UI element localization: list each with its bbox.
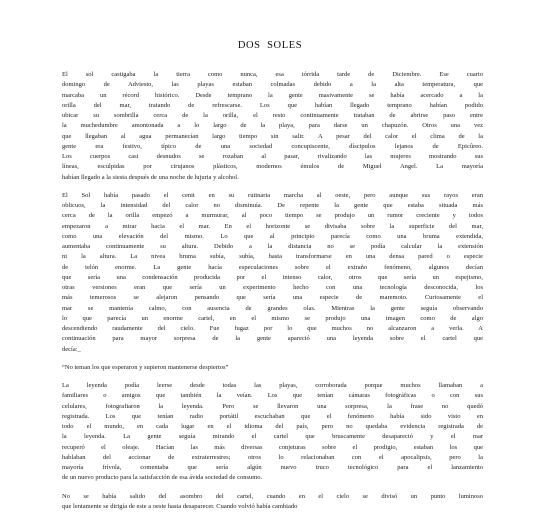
- paragraph-line: descendiendo raudamente del cielo. Fue fugaz por lo que muchos no alcanzaron a verla. A: [62, 324, 483, 334]
- paragraph-line: la leyenda. La gente seguía mirando el cartel que bruscamente desapareció y el mar: [62, 432, 483, 442]
- paragraph-line: Los cuerpos casi desnudos se rozaban al pasar, rivalizando las mujeres mostrando sus: [62, 152, 483, 162]
- paragraph-line: El sol castigaba la tierra como nunca, esa tórrida tarde de Diciembre. Ese cuarto: [62, 70, 483, 80]
- document-title: DOS SOLES: [0, 40, 540, 51]
- paragraph-5: [62, 492, 483, 512]
- paragraph-line: hablaban del accionar de extraterrestres; otros lo relacionaban con el apocalipsis, pero la: [62, 453, 483, 463]
- paragraph-line: ni la altura. La nivea bruma subía, subía, hasta transformarse en una densa pared o especie: [62, 252, 483, 262]
- paragraph-line: otras versiones eran que sería un experimento hecho con una tecnología desconocida, los: [62, 283, 483, 293]
- paragraph-line: La leyenda podía leerse desde todas las playas, corroborada porque muchos llamaban a: [62, 381, 483, 391]
- paragraph-line: No se había salido del asombro del cartel, cuando en el cielo se divisó un punto luminoso: [62, 492, 483, 502]
- paragraph-line: orilla del mar, tratando de refrescarse. Los que habían llegado temprano habían podido: [62, 101, 483, 111]
- paragraph-line: celulares, fotografiaron la leyenda. Pero se llevaron una sorpresa, la frase no quedó: [62, 402, 483, 412]
- paragraph-line: líneas, esculpidas por cirujanos plásticos, modernos émulos de Miguel Angel. La mayoría: [62, 162, 483, 172]
- paragraph-3: [62, 363, 483, 373]
- paragraph-line: oblicuos, la intensidad del calor no disminuía. De repente la gente que estaba situada más: [62, 201, 483, 211]
- paragraph-line: “No teman los que esperaron y supieron mantenerse despiertos”: [62, 363, 483, 373]
- paragraph-line: familiares o amigos que también la veían. Los que tenían cámaras fotográficas o con sus: [62, 391, 483, 401]
- paragraph-line: que llegaban al agua permanecían largo tiempo sin salir. A pesar del calor el clima de la: [62, 132, 483, 142]
- paragraph-2: [62, 191, 483, 355]
- paragraph-line: la muchedumbre amontonada a lo largo de la playa, para darse un chapuzón. Otros una vez: [62, 121, 483, 131]
- paragraph-line: que sería una condensación producida por el intenso calor, otros que sería un espejismo,: [62, 273, 483, 283]
- paragraph-line: todo el mundo, en cada lugar en el idioma del país, pero no quedaba evidencia registrada de: [62, 422, 483, 432]
- paragraph-line: marcaba un récord histórico. Desde temprano la gente masivamente se había acercado a la: [62, 91, 483, 101]
- paragraph-1: [62, 70, 483, 183]
- paragraph-4: [62, 381, 483, 484]
- paragraph-line: continuación para mayor sorpresa de la gente apareció una leyenda sobre el cartel que: [62, 334, 483, 344]
- paragraph-line: cerca de la orilla empezó a murmurar, al poco tiempo se produjo un rumor creciente y todos: [62, 211, 483, 221]
- paragraph-line: decía:_: [62, 345, 483, 355]
- paragraph-line: como una elevación del mismo. Lo que al principio parecía como una bruma extendida,: [62, 232, 483, 242]
- paragraph-line: domingo de Adviesto, las playas estaban colmadas debido a la alta temperatura, que: [62, 80, 483, 90]
- paragraph-line: registrada. Los que tenían radio portátil escuchaban que el fenómeno había sido visto en: [62, 412, 483, 422]
- paragraph-line: que lentamente se dirigía de este a oeste hasta desaparecer. Cuando volvió había cambiado: [62, 502, 483, 512]
- paragraph-line: más temerosos se alejaron pensando que sería una especie de maremoto. Curiosamente el: [62, 293, 483, 303]
- paragraph-line: de telón enorme. La gente hacía especulaciones sobre el extraño fenómeno, algunos decían: [62, 263, 483, 273]
- paragraph-line: de un nuevo producto para la satisfacción de esa ávida sociedad de consumo.: [62, 473, 483, 483]
- paragraph-line: lo que parecía un enorme cartel, en el mismo se produjo una imagen como de algo: [62, 314, 483, 324]
- paragraph-line: recuperó el oleaje. Hacían las más diversas conjeturas sobre el prodigio, estaban los que: [62, 443, 483, 453]
- paragraph-line: aumentaba continuamente su altura. Debido a la distancia no se podía calcular la extensión: [62, 242, 483, 252]
- paragraph-line: mar se mantenía calmo, con ausencia de grandes olas. Mientras la gente seguía observando: [62, 304, 483, 314]
- paragraph-line: El Sol había pasado el cenit en su rutinaria marcha al oeste, pero aunque sus rayos eran: [62, 191, 483, 201]
- paragraph-line: habían llegado a la siesta después de una noche de lujuria y alcohol.: [62, 173, 483, 183]
- paragraph-line: mayoría frívola, comentaba que sería algún nuevo truco tecnológico para el lanzamiento: [62, 463, 483, 473]
- paragraph-line: empezaron a mirar hacia el mar. En el horizonte se divisaba sobre la superficie del mar,: [62, 222, 483, 232]
- paragraph-line: gente era festivo, típico de una sociedad concupiscente, díscipulos lejanos de Epicûreo.: [62, 142, 483, 152]
- paragraph-line: ubicar su sombrilla cerca de la orilla, el resto continuamente trataban de abrirse paso entre: [62, 111, 483, 121]
